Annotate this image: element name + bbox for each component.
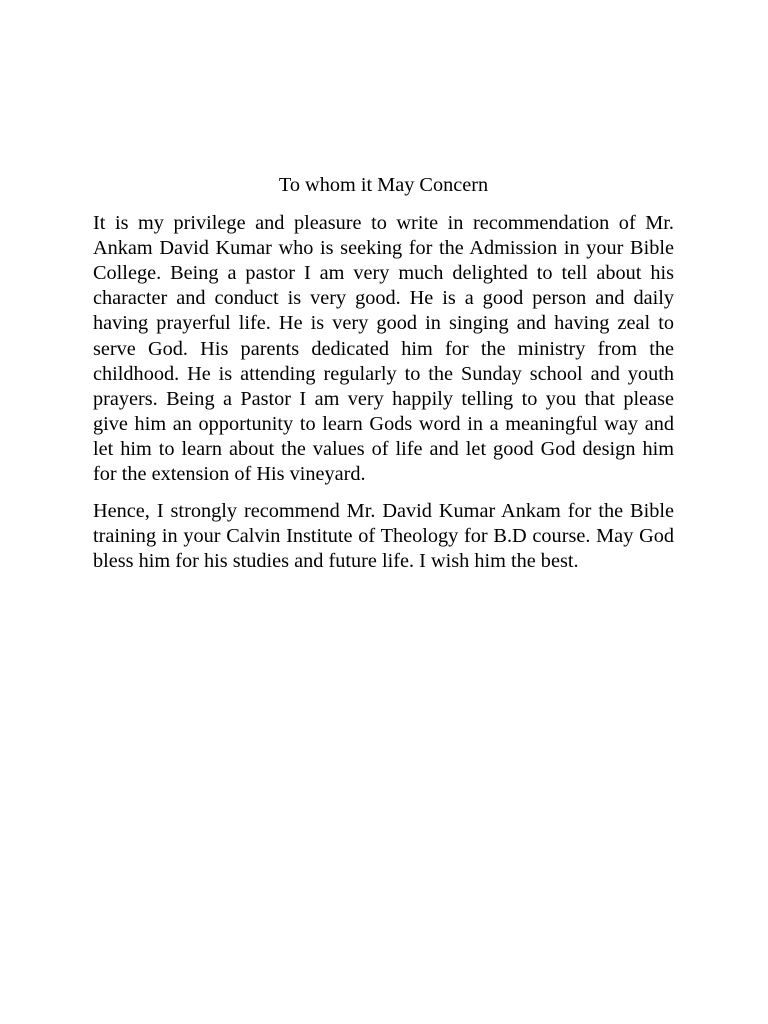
letter-paragraph-closing: Hence, I strongly recommend Mr. David Kumar Ankam for the Bible training in your Calvin Institute of Theology for B.D course. May God bless him for his studies and future life. I wish him the best.	[93, 500, 674, 573]
letter-paragraph-recommendation: It is my privilege and pleasure to write in recommendation of Mr. Ankam David Kumar who is seeking for the Admission in your Bible College. Being a pastor I am very much delighted to tell about his character and conduct is very good. He is a good person and daily having prayerful life. He is very good in singing and having zeal to serve God. His parents dedicated him for the ministry from the childhood. He is attending regularly to the Sunday school and youth prayers. Being a Pastor I am very happily telling to you that please give him an opportunity to learn Gods word in a meaningful way and let him to learn about the values of life and let good God design him for the extension of His vineyard.	[93, 212, 674, 486]
recommendation-letter	[93, 173, 674, 586]
letter-title: To whom it May Concern	[278, 174, 489, 196]
